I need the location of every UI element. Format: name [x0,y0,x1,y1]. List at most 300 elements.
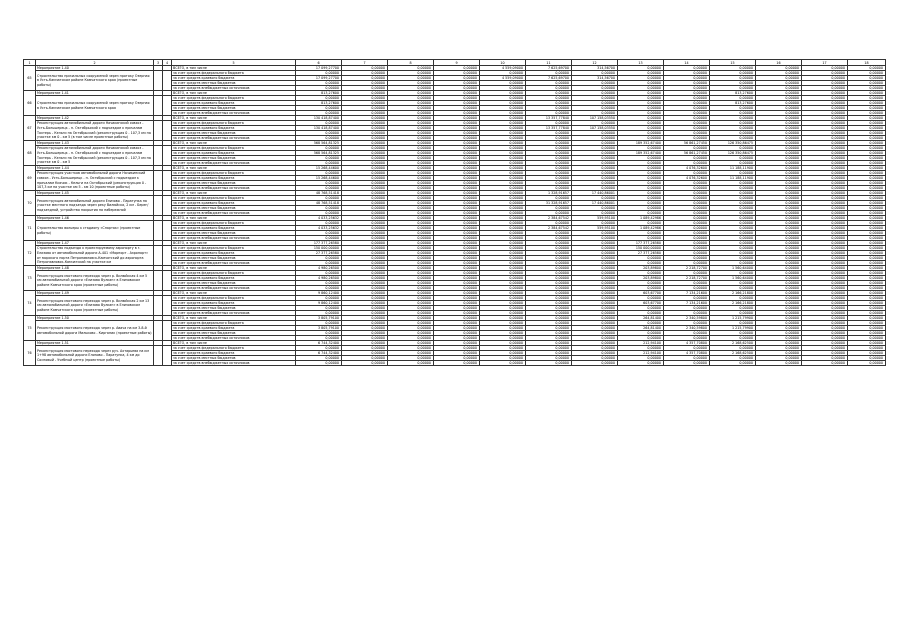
amount-cell: 0,00000 [342,236,388,241]
amount-cell: 0,00000 [664,231,710,236]
amount-cell: 0,00000 [388,71,434,76]
amount-cell: 0,00000 [802,161,848,166]
amount-cell: 0,00000 [848,286,886,291]
amount-cell: 0,00000 [296,71,342,76]
funding-source: за счет средств внебюджетных источников [172,236,296,241]
amount-cell: 0,00000 [480,311,526,316]
amount-cell: 0,00000 [480,321,526,326]
amount-cell: 31 328,91657 [526,201,572,206]
amount-cell: 0,00000 [802,261,848,266]
row-number: 66 [24,91,36,116]
amount-cell: 126 350,86475 [710,141,756,146]
amount-cell: 3 805,79100 [296,316,342,321]
empty-cell [154,321,163,341]
amount-cell: 0,00000 [526,246,572,251]
amount-cell: 0,00000 [342,281,388,286]
amount-cell: 0,00000 [756,181,802,186]
amount-cell: 2 168,62500 [710,351,756,356]
amount-cell: 0,00000 [756,331,802,336]
amount-cell: 0,00000 [572,351,618,356]
amount-cell: 0,00000 [388,116,434,121]
measure-label: Мероприятие 1.44 [36,166,154,171]
funding-source: за счет средств местных бюджетов [172,206,296,211]
amount-cell: 0,00000 [526,236,572,241]
amount-cell: 0,00000 [756,291,802,296]
amount-cell: 0,00000 [388,101,434,106]
amount-cell: 0,00000 [526,301,572,306]
amount-cell: 0,00000 [756,236,802,241]
amount-cell: 0,00000 [342,91,388,96]
empty-cell [154,346,163,366]
amount-cell: 7 625,69700 [526,66,572,71]
amount-cell: 7 134,21600 [664,291,710,296]
funding-source: ВСЕГО, в том числе [172,141,296,146]
amount-cell: 0,00000 [848,181,886,186]
amount-cell: 4 076,32600 [664,176,710,181]
amount-cell: 0,00000 [342,361,388,366]
amount-cell: 2 384,67542 [526,216,572,221]
amount-cell: 0,00000 [618,196,664,201]
funding-source: ВСЕГО, в том числе [172,316,296,321]
funding-source: за счет средств внебюджетных источников [172,111,296,116]
header-cell: 7 [342,60,388,66]
amount-cell: 0,00000 [802,331,848,336]
funding-source: за счет средств федерального бюджета [172,146,296,151]
amount-cell: 0,00000 [664,306,710,311]
amount-cell: 0,00000 [342,201,388,206]
amount-cell: 1 089,42986 [618,216,664,221]
empty-cell [154,146,163,166]
amount-cell: 0,00000 [526,71,572,76]
amount-cell: 0,00000 [848,296,886,301]
amount-cell: 0,00000 [572,156,618,161]
amount-cell: 0,00000 [664,86,710,91]
amount-cell: 212,94100 [618,341,664,346]
amount-cell: 0,00000 [802,291,848,296]
measure-description: Реконструкция автомобильной дороги Начикинский совхоз - Усть-Большерецк - п. Октябрьский с подъездом к причалам Тохтерь - Кельги на Октябрьский (реконструкция 0 - 107,3 км на участке км 0 - км 5 [36,146,154,166]
amount-cell: 0,00000 [710,306,756,311]
funding-source: ВСЕГО, в том числе [172,166,296,171]
amount-cell: 0,00000 [434,181,480,186]
empty-cell [163,246,172,266]
amount-cell: 0,00000 [296,196,342,201]
amount-cell: 0,00000 [526,181,572,186]
amount-cell: 0,00000 [572,146,618,151]
amount-cell: 0,00000 [342,231,388,236]
amount-cell: 0,00000 [342,331,388,336]
amount-cell: 0,00000 [756,356,802,361]
amount-cell: 0,00000 [526,101,572,106]
amount-cell: 0,00000 [618,361,664,366]
amount-cell: 189 352,67400 [618,141,664,146]
amount-cell: 0,00000 [388,86,434,91]
amount-cell: 0,00000 [526,351,572,356]
row-number: 69 [24,166,36,191]
amount-cell: 0,00000 [802,321,848,326]
amount-cell: 0,00000 [480,176,526,181]
amount-cell: 15 268,44600 [296,166,342,171]
header-cell: 13 [618,60,664,66]
amount-cell: 0,00000 [480,226,526,231]
header-cell: 8 [388,60,434,66]
amount-cell: 0,00000 [848,351,886,356]
amount-cell: 0,00000 [480,291,526,296]
amount-cell: 0,00000 [526,276,572,281]
amount-cell: 0,00000 [434,116,480,121]
funding-source: ВСЕГО, в том числе [172,116,296,121]
amount-cell: 0,00000 [618,146,664,151]
amount-cell: 0,00000 [802,296,848,301]
empty-cell [163,96,172,116]
amount-cell: 0,00000 [434,271,480,276]
amount-cell: 0,00000 [802,276,848,281]
amount-cell: 0,00000 [848,106,886,111]
amount-cell: 0,00000 [664,336,710,341]
amount-cell: 0,00000 [618,201,664,206]
header-cell: 1 [24,60,36,66]
amount-cell: 0,00000 [388,306,434,311]
amount-cell: 0,00000 [526,361,572,366]
amount-cell: 0,00000 [664,126,710,131]
amount-cell: 0,00000 [388,146,434,151]
amount-cell: 0,00000 [342,181,388,186]
amount-cell: 0,00000 [434,281,480,286]
amount-cell: 0,00000 [342,176,388,181]
amount-cell: 0,00000 [618,321,664,326]
amount-cell: 0,00000 [756,176,802,181]
amount-cell: 0,00000 [664,131,710,136]
header-cell: 5 [172,60,296,66]
amount-cell: 0,00000 [664,236,710,241]
amount-cell: 212,94100 [618,351,664,356]
amount-cell: 0,00000 [756,221,802,226]
amount-cell: 0,00000 [572,186,618,191]
amount-cell: 0,00000 [296,186,342,191]
amount-cell: 0,00000 [388,151,434,156]
amount-cell: 0,00000 [434,76,480,81]
amount-cell: 0,00000 [572,326,618,331]
measure-description: Реконструкция мостового перехода через р. Вилюйская 2 км 13 км автомобильной дороги «Елизово Вулкан» в Елизовском районе Камчатского края (проектные работы) [36,296,154,316]
amount-cell: 0,00000 [802,216,848,221]
amount-cell: 0,00000 [848,261,886,266]
amount-cell: 0,00000 [664,146,710,151]
amount-cell: 0,00000 [848,226,886,231]
funding-source: за счет средств федерального бюджета [172,171,296,176]
amount-cell: 0,00000 [572,246,618,251]
funding-source: за счет средств федерального бюджета [172,271,296,276]
amount-cell: 0,00000 [388,276,434,281]
amount-cell: 0,00000 [802,141,848,146]
amount-cell: 0,00000 [710,71,756,76]
amount-cell: 0,00000 [664,286,710,291]
amount-cell: 0,00000 [296,356,342,361]
measure-label: Мероприятие 1.49 [36,291,154,296]
amount-cell: 0,00000 [480,96,526,101]
amount-cell: 0,00000 [664,321,710,326]
amount-cell: 0,00000 [802,106,848,111]
amount-cell: 0,00000 [618,206,664,211]
amount-cell: 0,00000 [618,111,664,116]
funding-source: за счет средств внебюджетных источников [172,186,296,191]
amount-cell: 0,00000 [526,356,572,361]
amount-cell: 2 166,21800 [710,291,756,296]
amount-cell: 0,00000 [434,71,480,76]
empty-cell [154,221,163,241]
amount-cell: 0,00000 [756,211,802,216]
amount-cell: 0,00000 [480,316,526,321]
measure-description: Реконструкция автомобильной дороги Елизово - Паратунка на участке местного подъезда через реку Вилюйска, 2 км - Берег/подъездной, устройство покрытия на набережной [36,196,154,216]
amount-cell: 0,00000 [710,216,756,221]
measure-label: Мероприятие 1.45 [36,191,154,196]
amount-cell: 0,00000 [434,161,480,166]
amount-cell: 0,00000 [342,211,388,216]
funding-source: за счет средств внебюджетных источников [172,286,296,291]
amount-cell: 0,00000 [434,306,480,311]
funding-source: за счет средств местных бюджетов [172,256,296,261]
amount-cell: 0,00000 [526,306,572,311]
amount-cell: 0,00000 [342,261,388,266]
empty-cell [163,146,172,166]
amount-cell: 0,00000 [480,266,526,271]
amount-cell: 0,00000 [480,221,526,226]
amount-cell: 0,00000 [618,331,664,336]
funding-source: за счет средств краевого бюджета [172,351,296,356]
amount-cell: 0,00000 [710,156,756,161]
amount-cell: 0,00000 [296,321,342,326]
empty-cell [154,196,163,216]
amount-cell: 0,00000 [296,281,342,286]
amount-cell: 0,00000 [526,81,572,86]
amount-cell: 0,00000 [618,286,664,291]
amount-cell: 0,00000 [572,331,618,336]
amount-cell: 568 564,81325 [296,141,342,146]
funding-source: за счет средств внебюджетных источников [172,161,296,166]
header-cell: 11 [526,60,572,66]
amount-cell: 0,00000 [756,111,802,116]
amount-cell: 0,00000 [342,116,388,121]
funding-source: за счет средств местных бюджетов [172,81,296,86]
amount-cell: 0,00000 [434,251,480,256]
amount-cell: 0,00000 [710,146,756,151]
amount-cell: 0,00000 [434,111,480,116]
amount-cell: 0,00000 [572,296,618,301]
amount-cell: 0,00000 [756,186,802,191]
amount-cell: 0,00000 [572,356,618,361]
amount-cell: 0,00000 [618,66,664,71]
amount-cell: 0,00000 [756,131,802,136]
amount-cell: 0,00000 [664,356,710,361]
amount-cell: 0,00000 [618,96,664,101]
amount-cell: 0,00000 [342,356,388,361]
amount-cell: 0,00000 [848,96,886,101]
amount-cell: 0,00000 [434,261,480,266]
measure-description: Реконструкция участков автомобильной дороги Начикинский совхоз - Усть-Большерецк - п. Октябрьский с подъездом к причалам Кихчик - Кельги на Октябрьский (реконструкция 0 - 107,3 км на участке км 5 - км 10 (проектные работы) [36,171,154,191]
amount-cell: 0,00000 [296,86,342,91]
funding-source: за счет средств внебюджетных источников [172,336,296,341]
amount-cell: 1 215,79900 [710,326,756,331]
amount-cell: 0,00000 [664,196,710,201]
amount-cell: 0,00000 [618,176,664,181]
amount-cell: 0,00000 [342,246,388,251]
amount-cell: 0,00000 [526,221,572,226]
amount-cell: 7 625,69700 [526,76,572,81]
amount-cell: 559,95100 [572,216,618,221]
amount-cell: 0,00000 [342,131,388,136]
amount-cell: 0,00000 [526,96,572,101]
amount-cell: 0,00000 [480,261,526,266]
header-cell: 15 [710,60,756,66]
amount-cell: 0,00000 [572,81,618,86]
funding-source: за счет средств краевого бюджета [172,126,296,131]
amount-cell: 0,00000 [710,181,756,186]
amount-cell: 0,00000 [480,351,526,356]
funding-source: за счет средств федерального бюджета [172,221,296,226]
funding-source: за счет средств внебюджетных источников [172,261,296,266]
amount-cell: 0,00000 [526,281,572,286]
amount-cell: 0,00000 [388,341,434,346]
amount-cell: 0,00000 [434,246,480,251]
amount-cell: 0,00000 [480,286,526,291]
amount-cell: 0,00000 [848,171,886,176]
amount-cell: 0,00000 [434,361,480,366]
amount-cell: 0,00000 [664,311,710,316]
amount-cell: 0,00000 [434,121,480,126]
amount-cell: 0,00000 [526,261,572,266]
amount-cell: 0,00000 [296,121,342,126]
amount-cell: 0,00000 [342,276,388,281]
amount-cell: 0,00000 [848,361,886,366]
amount-cell: 0,00000 [572,231,618,236]
amount-cell: 0,00000 [848,91,886,96]
amount-cell: 0,00000 [618,256,664,261]
amount-cell: 0,00000 [480,156,526,161]
amount-cell: 0,00000 [664,281,710,286]
amount-cell: 0,00000 [434,186,480,191]
amount-cell: 27 377,26580 [618,251,664,256]
amount-cell: 0,00000 [480,246,526,251]
amount-cell: 0,00000 [480,256,526,261]
header-cell: 9 [434,60,480,66]
amount-cell: 0,00000 [342,251,388,256]
empty-cell [163,296,172,316]
amount-cell: 0,00000 [480,126,526,131]
amount-cell: 0,00000 [342,156,388,161]
amount-cell: 0,00000 [434,151,480,156]
amount-cell: 0,00000 [572,311,618,316]
amount-cell: 0,00000 [710,196,756,201]
amount-cell: 4 076,32600 [664,166,710,171]
amount-cell: 0,00000 [848,331,886,336]
funding-source: за счет средств местных бюджетов [172,156,296,161]
row-number: 74 [24,291,36,316]
amount-cell: 0,00000 [756,341,802,346]
amount-cell: 314,56700 [572,76,618,81]
amount-cell: 0,00000 [572,196,618,201]
amount-cell: 0,00000 [802,346,848,351]
amount-cell: 0,00000 [756,196,802,201]
funding-source: за счет средств местных бюджетов [172,281,296,286]
amount-cell: 0,00000 [342,291,388,296]
amount-cell: 0,00000 [756,71,802,76]
amount-cell: 0,00000 [388,331,434,336]
amount-cell: 0,00000 [572,271,618,276]
amount-cell: 0,00000 [664,186,710,191]
amount-cell: 0,00000 [388,136,434,141]
amount-cell: 0,00000 [664,206,710,211]
amount-cell: 0,00000 [756,81,802,86]
amount-cell: 0,00000 [710,81,756,86]
amount-cell: 0,00000 [342,221,388,226]
amount-cell: 0,00000 [296,206,342,211]
amount-cell: 0,00000 [756,121,802,126]
funding-source: за счет средств краевого бюджета [172,176,296,181]
amount-cell: 0,00000 [618,236,664,241]
amount-cell: 0,00000 [526,286,572,291]
funding-source: за счет средств внебюджетных источников [172,136,296,141]
amount-cell: 0,00000 [756,171,802,176]
funding-source: за счет средств местных бюджетов [172,331,296,336]
amount-cell: 0,00000 [526,186,572,191]
amount-cell: 0,00000 [572,121,618,126]
amount-cell: 0,00000 [802,91,848,96]
amount-cell: 0,00000 [388,66,434,71]
amount-cell: 0,00000 [664,296,710,301]
amount-cell: 0,00000 [572,361,618,366]
amount-cell: 0,00000 [388,211,434,216]
amount-cell: 0,00000 [710,221,756,226]
amount-cell: 0,00000 [618,71,664,76]
amount-cell: 0,00000 [756,351,802,356]
measure-description: Реконструкция мостового перехода через р. Вилюйская 4 км 5 км автомобильной дороги «Елизово Вулкан» в Елизовском районе Камчатского края (проектные работы) [36,271,154,291]
amount-cell: 0,00000 [710,281,756,286]
amount-cell: 0,00000 [572,316,618,321]
amount-cell: 0,00000 [434,196,480,201]
amount-cell: 0,00000 [342,316,388,321]
amount-cell: 0,00000 [710,131,756,136]
measure-label: Мероприятие 1.42 [36,116,154,121]
amount-cell: 4 980,26500 [296,266,342,271]
amount-cell: 603,67700 [618,301,664,306]
amount-cell: 0,00000 [710,171,756,176]
amount-cell: 11 188,11900 [710,176,756,181]
amount-cell: 0,00000 [802,76,848,81]
amount-cell: 0,00000 [388,111,434,116]
amount-cell: 0,00000 [802,236,848,241]
amount-cell: 0,00000 [848,356,886,361]
amount-cell: 0,00000 [618,86,664,91]
amount-cell: 0,00000 [618,306,664,311]
amount-cell: 813,27600 [296,101,342,106]
amount-cell: 0,00000 [296,96,342,101]
amount-cell: 1 328,91657 [526,191,572,196]
amount-cell: 0,00000 [572,141,618,146]
measure-description: Строительство подъезда к проектируемому аэропорту в г. Елизово от автомобильной дороги А-401 «Морпорт - Аэропорт» от морского порта Петропавловск-Камчатский до аэропорта Петропавловск-Камчатский на участке км [36,246,154,266]
funding-source: за счет средств местных бюджетов [172,131,296,136]
amount-cell: 0,00000 [480,181,526,186]
amount-cell: 0,00000 [480,201,526,206]
empty-cell [163,221,172,241]
amount-cell: 0,00000 [848,346,886,351]
amount-cell: 0,00000 [756,301,802,306]
amount-cell: 0,00000 [572,266,618,271]
amount-cell: 0,00000 [480,171,526,176]
empty-cell [163,271,172,291]
funding-source: за счет средств внебюджетных источников [172,311,296,316]
amount-cell: 0,00000 [480,151,526,156]
amount-cell: 0,00000 [802,336,848,341]
amount-cell: 0,00000 [664,171,710,176]
amount-cell: 0,00000 [526,91,572,96]
